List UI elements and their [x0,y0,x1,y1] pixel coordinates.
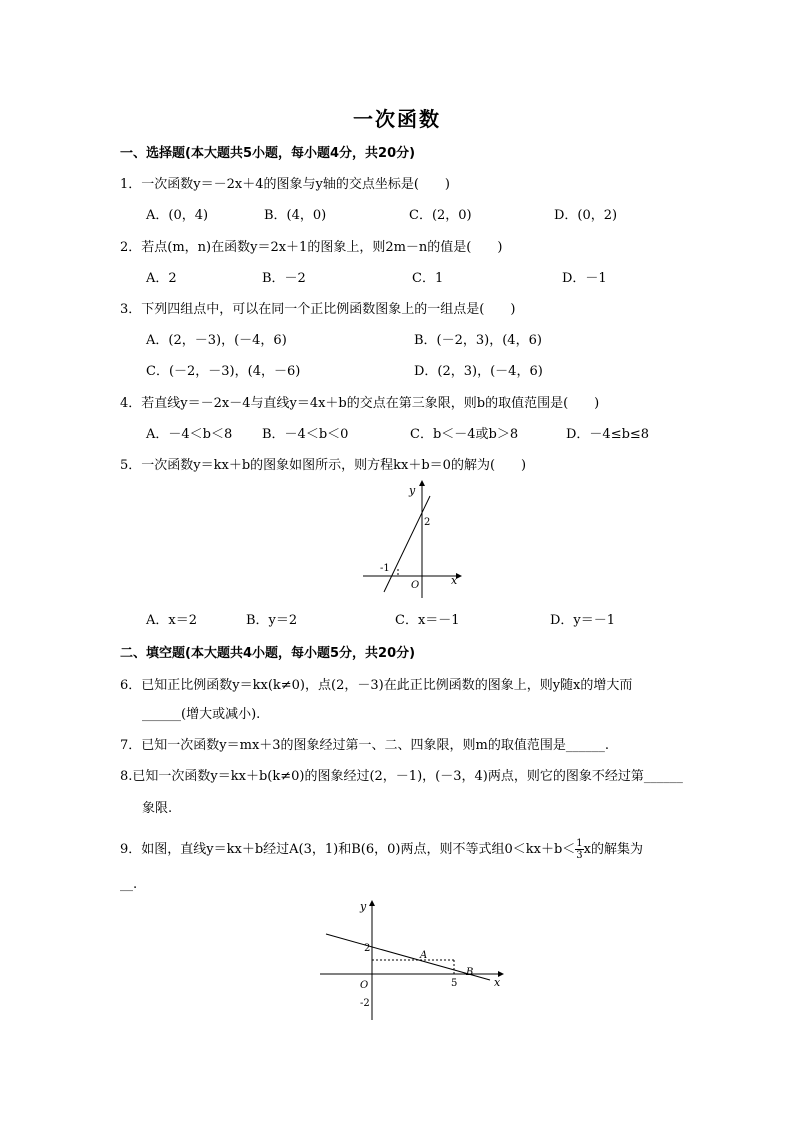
question-5-graph [358,480,466,602]
q9-origin-label: O [360,980,369,991]
q5-y-tick-label: 2 [424,517,431,528]
question-5-stem: 5．一次函数y＝kx＋b的图象如图所示，则方程kx＋b＝0的解为( ) [120,458,527,473]
q9-point-a-label: A [420,950,428,961]
question-9-line-2: __. [120,877,138,892]
question-6-line-2: ______(增大或减小). [142,707,261,722]
fraction-denominator: 3 [576,850,583,861]
question-9-graph [318,896,508,1024]
q9-x-tick-label: 5 [451,978,458,989]
question-2-option-b[interactable]: B．－2 [262,271,306,286]
q9-y-arrow [369,900,375,906]
question-2-option-c[interactable]: C．1 [412,271,444,286]
q5-x-label: x [451,574,458,587]
question-9-line-1 [120,838,643,861]
question-9-text-tail: x的解集为 [583,842,643,857]
question-8-line-1: 8.已知一次函数y＝kx＋b(k≠0)的图象经过(2，－1)，(－3，4)两点，则它的图象不经过第______ [120,769,683,784]
question-5-option-d[interactable]: D．y＝－1 [550,613,616,628]
fraction-numerator: 1 [576,838,583,849]
q5-y-label: y [409,484,416,497]
question-4-option-c[interactable]: C．b＜－4或b＞8 [410,427,519,442]
question-3-option-d[interactable]: D．(2，3)，(－4，6) [414,364,543,379]
question-3-option-a[interactable]: A．(2，－3)，(－4，6) [146,333,287,348]
q5-function-line [384,496,430,592]
question-5-option-b[interactable]: B．y＝2 [246,613,298,628]
question-5-option-c[interactable]: C．x＝－1 [395,613,460,628]
question-4-stem: 4．若直线y＝－2x－4与直线y＝4x＋b的交点在第三象限，则b的取值范围是( ) [120,396,600,411]
question-4-option-a[interactable]: A．－4＜b＜8 [146,427,233,442]
q9-y-tick-pos-label: 2 [364,943,371,954]
question-1-option-c[interactable]: C．(2，0) [409,208,472,223]
question-1-option-b[interactable]: B．(4，0) [264,208,327,223]
q5-y-arrow [419,480,425,486]
q9-y-tick-neg-label: -2 [360,998,370,1009]
q5-x-tick-label: -1 [380,563,390,574]
question-7-stem: 7．已知一次函数y＝mx＋3的图象经过第一、二、四象限，则m的取值范围是______. [120,738,610,753]
question-1-stem: 1．一次函数y＝－2x＋4的图象与y轴的交点坐标是( ) [120,177,450,192]
question-9-text: 9．如图，直线y＝kx＋b经过A(3，1)和B(6，0)两点，则不等式组0＜kx＋b＜ [120,842,576,857]
q9-x-label: x [494,976,501,989]
question-3-option-b[interactable]: B．(－2，3)，(4，6) [414,333,542,348]
q5-origin-label: O [411,580,420,591]
question-2-stem: 2．若点(m，n)在函数y＝2x＋1的图象上，则2m－n的值是( ) [120,240,503,255]
section-1-heading: 一、选择题(本大题共5小题，每小题4分，共20分) [120,146,416,161]
q9-y-label: y [360,900,367,913]
q9-point-b-label: B [466,967,474,978]
question-1-option-a[interactable]: A．(0，4) [146,208,209,223]
question-2-option-a[interactable]: A．2 [146,271,177,286]
question-5-option-a[interactable]: A．x＝2 [146,613,197,628]
question-2-option-d[interactable]: D．－1 [562,271,607,286]
question-8-line-2: 象限. [142,801,173,816]
question-4-option-d[interactable]: D．－4≤b≤8 [566,427,650,442]
question-3-stem: 3．下列四组点中，可以在同一个正比例函数图象上的一组点是( ) [120,302,516,317]
question-3-option-c[interactable]: C．(－2，－3)，(4，－6) [146,364,301,379]
question-1-option-d[interactable]: D．(0，2) [554,208,618,223]
section-2-heading: 二、填空题(本大题共4小题，每小题5分，共20分) [120,646,416,661]
question-9-fraction [575,838,583,861]
question-6-line-1: 6．已知正比例函数y＝kx(k≠0)，点(2，－3)在此正比例函数的图象上，则y随x的增大而 [120,678,633,693]
question-4-option-b[interactable]: B．－4＜b＜0 [262,427,349,442]
page-title: 一次函数 [353,107,441,131]
